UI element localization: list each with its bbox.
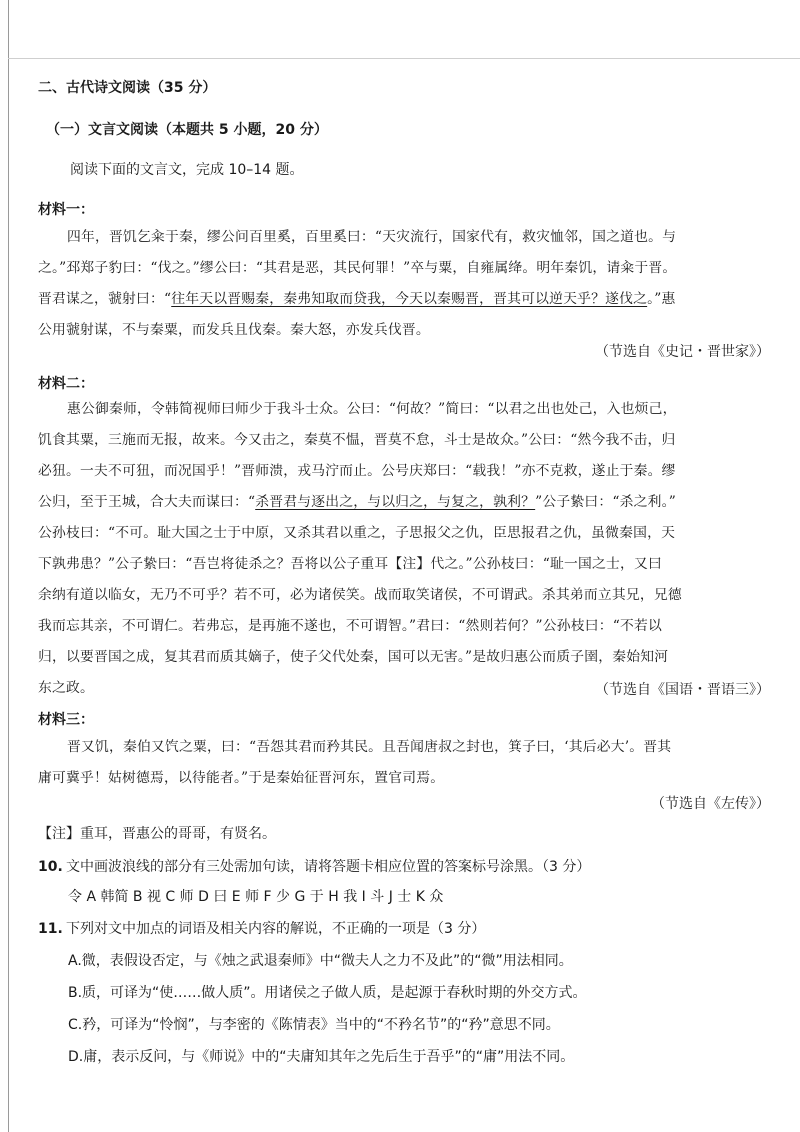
option-d: D.庸，表示反问，与《师说》中的“夫庸知其年之先后生于吾乎”的“庸”用法不同。 <box>68 1049 575 1065</box>
passage-text: 。”惠 <box>647 291 676 307</box>
passage-line: 东之政。 <box>38 680 94 696</box>
passage-line: 庸可冀乎！姑树德焉，以待能者。”于是秦始征晋河东，置官司焉。 <box>38 770 445 786</box>
reading-instruction: 阅读下面的文言文，完成 10–14 题。 <box>70 162 304 178</box>
underlined-text: 杀晋君与逐出之，与以归之，与复之，孰利？ <box>255 494 536 510</box>
passage-line: 之。”邳郑子豹曰：“伐之。”缪公曰：“其君是恶，其民何罪！”卒与粟，自雍属绛。明年秦饥，请籴于晋。 <box>38 260 677 276</box>
punctuation-answer-line: 令 A 韩简 B 视 C 师 D 曰 E 师 F 少 G 于 H 我 I 斗 J 士 K 众 <box>68 889 444 905</box>
section-heading: 二、古代诗文阅读（35 分） <box>38 80 217 96</box>
option-b: B.质，可译为“使……做人质”。用诸侯之子做人质，是起源于春秋时期的外交方式。 <box>68 985 587 1001</box>
passage-line: 饥食其粟，三施而无报，故来。今又击之，秦莫不愠，晋莫不怠，斗士是故众。”公曰：“然今我不击，归 <box>38 432 676 448</box>
passage-line: 四年，晋饥乞籴于秦，缪公问百里奚，百里奚曰：“天灾流行，国家代有，救灾恤邻，国之道也。与 <box>67 229 677 245</box>
material-1-passage <box>38 222 770 346</box>
passage-text: 公归，至于王城，合大夫而谋曰：“ <box>38 494 256 510</box>
material-3-source: （节选自《左传》） <box>651 796 770 812</box>
question-10 <box>38 856 590 876</box>
passage-line: 公用虢射谋，不与秦粟，而发兵且伐秦。秦大怒，亦发兵伐晋。 <box>38 322 430 338</box>
passage-text: 晋君谋之，虢射曰：“ <box>38 291 172 307</box>
passage-line: 归，以要晋国之成，复其君而质其嫡子，使子父代处秦，国可以无害。”是故归惠公而质子圉，秦始知河 <box>38 649 669 665</box>
question-11 <box>38 918 485 938</box>
footnote: 【注】重耳，晋惠公的哥哥，有贤名。 <box>38 826 276 842</box>
passage-line: 下孰弗患？”公子絷曰：“吾岂将徒杀之？吾将以公子重耳【注】代之。”公孙枝曰：“耻一国之士，又曰 <box>38 556 662 572</box>
passage-text: ”公子絷曰：“杀之利。” <box>535 494 676 510</box>
option-c: C.矜，可译为“怜悯”，与李密的《陈情表》当中的“不矜名节”的“矜”意思不同。 <box>68 1017 560 1033</box>
question-number: 11. <box>38 921 63 937</box>
passage-line: 晋又饥，秦伯又饩之粟，曰：“吾怨其君而矜其民。且吾闻唐叔之封也，箕子曰，‘其后必大’。晋其 <box>67 739 672 755</box>
passage-line <box>38 487 770 518</box>
option-a: A.微，表假设否定，与《烛之武退秦师》中“微夫人之力不及此”的“微”用法相同。 <box>68 953 573 969</box>
passage-line: 我而忘其亲，不可谓仁。若弗忘，是再施不遂也，不可谓智。”君曰：“然则若何？”公孙枝曰：“不若以 <box>38 618 662 634</box>
material-1-source: （节选自《史记・晋世家》） <box>595 344 770 360</box>
material-2-passage <box>38 394 770 704</box>
question-stem: 下列对文中加点的词语及相关内容的解说，不正确的一项是（3 分） <box>66 921 486 937</box>
material-2-source: （节选自《国语・晋语三》） <box>595 682 770 698</box>
page-top-rule <box>8 58 800 59</box>
page-left-border <box>8 0 9 1132</box>
passage-line: 公孙枝曰：“不可。耻大国之士于中原，又杀其君以重之，子思报父之仇，臣思报君之仇，虽微秦国，天 <box>38 525 676 541</box>
passage-line <box>38 284 770 315</box>
material-1-label: 材料一： <box>38 202 94 218</box>
question-stem: 文中画波浪线的部分有三处需加句读，请将答题卡相应位置的答案标号涂黑。（3 分） <box>66 859 591 875</box>
wavy-underlined-text: 往年天以晋赐秦，秦弗知取而贷我，今天以秦赐晋，晋其可以逆天乎？遂伐之 <box>171 291 648 307</box>
question-number: 10. <box>38 859 63 875</box>
material-3-label: 材料三： <box>38 712 94 728</box>
passage-line: 惠公御秦师，令韩简视师曰师少于我斗士众。公曰：“何故？”简曰：“以君之出也处己，入也烦己， <box>67 401 677 417</box>
passage-line: 必狃。一夫不可狃，而况国乎！”晋师溃，戎马泞而止。公号庆郑曰：“载我！”亦不克救，遂止于秦。缪 <box>38 463 676 479</box>
section-subheading: （一）文言文阅读（本题共 5 小题，20 分） <box>46 122 328 138</box>
material-3-passage <box>38 732 770 794</box>
material-2-label: 材料二： <box>38 376 94 392</box>
passage-line: 余纳有道以临女，无乃不可乎？若不可，必为诸侯笑。战而取笑诸侯，不可谓武。杀其弟而立其兄，兄德 <box>38 587 682 603</box>
